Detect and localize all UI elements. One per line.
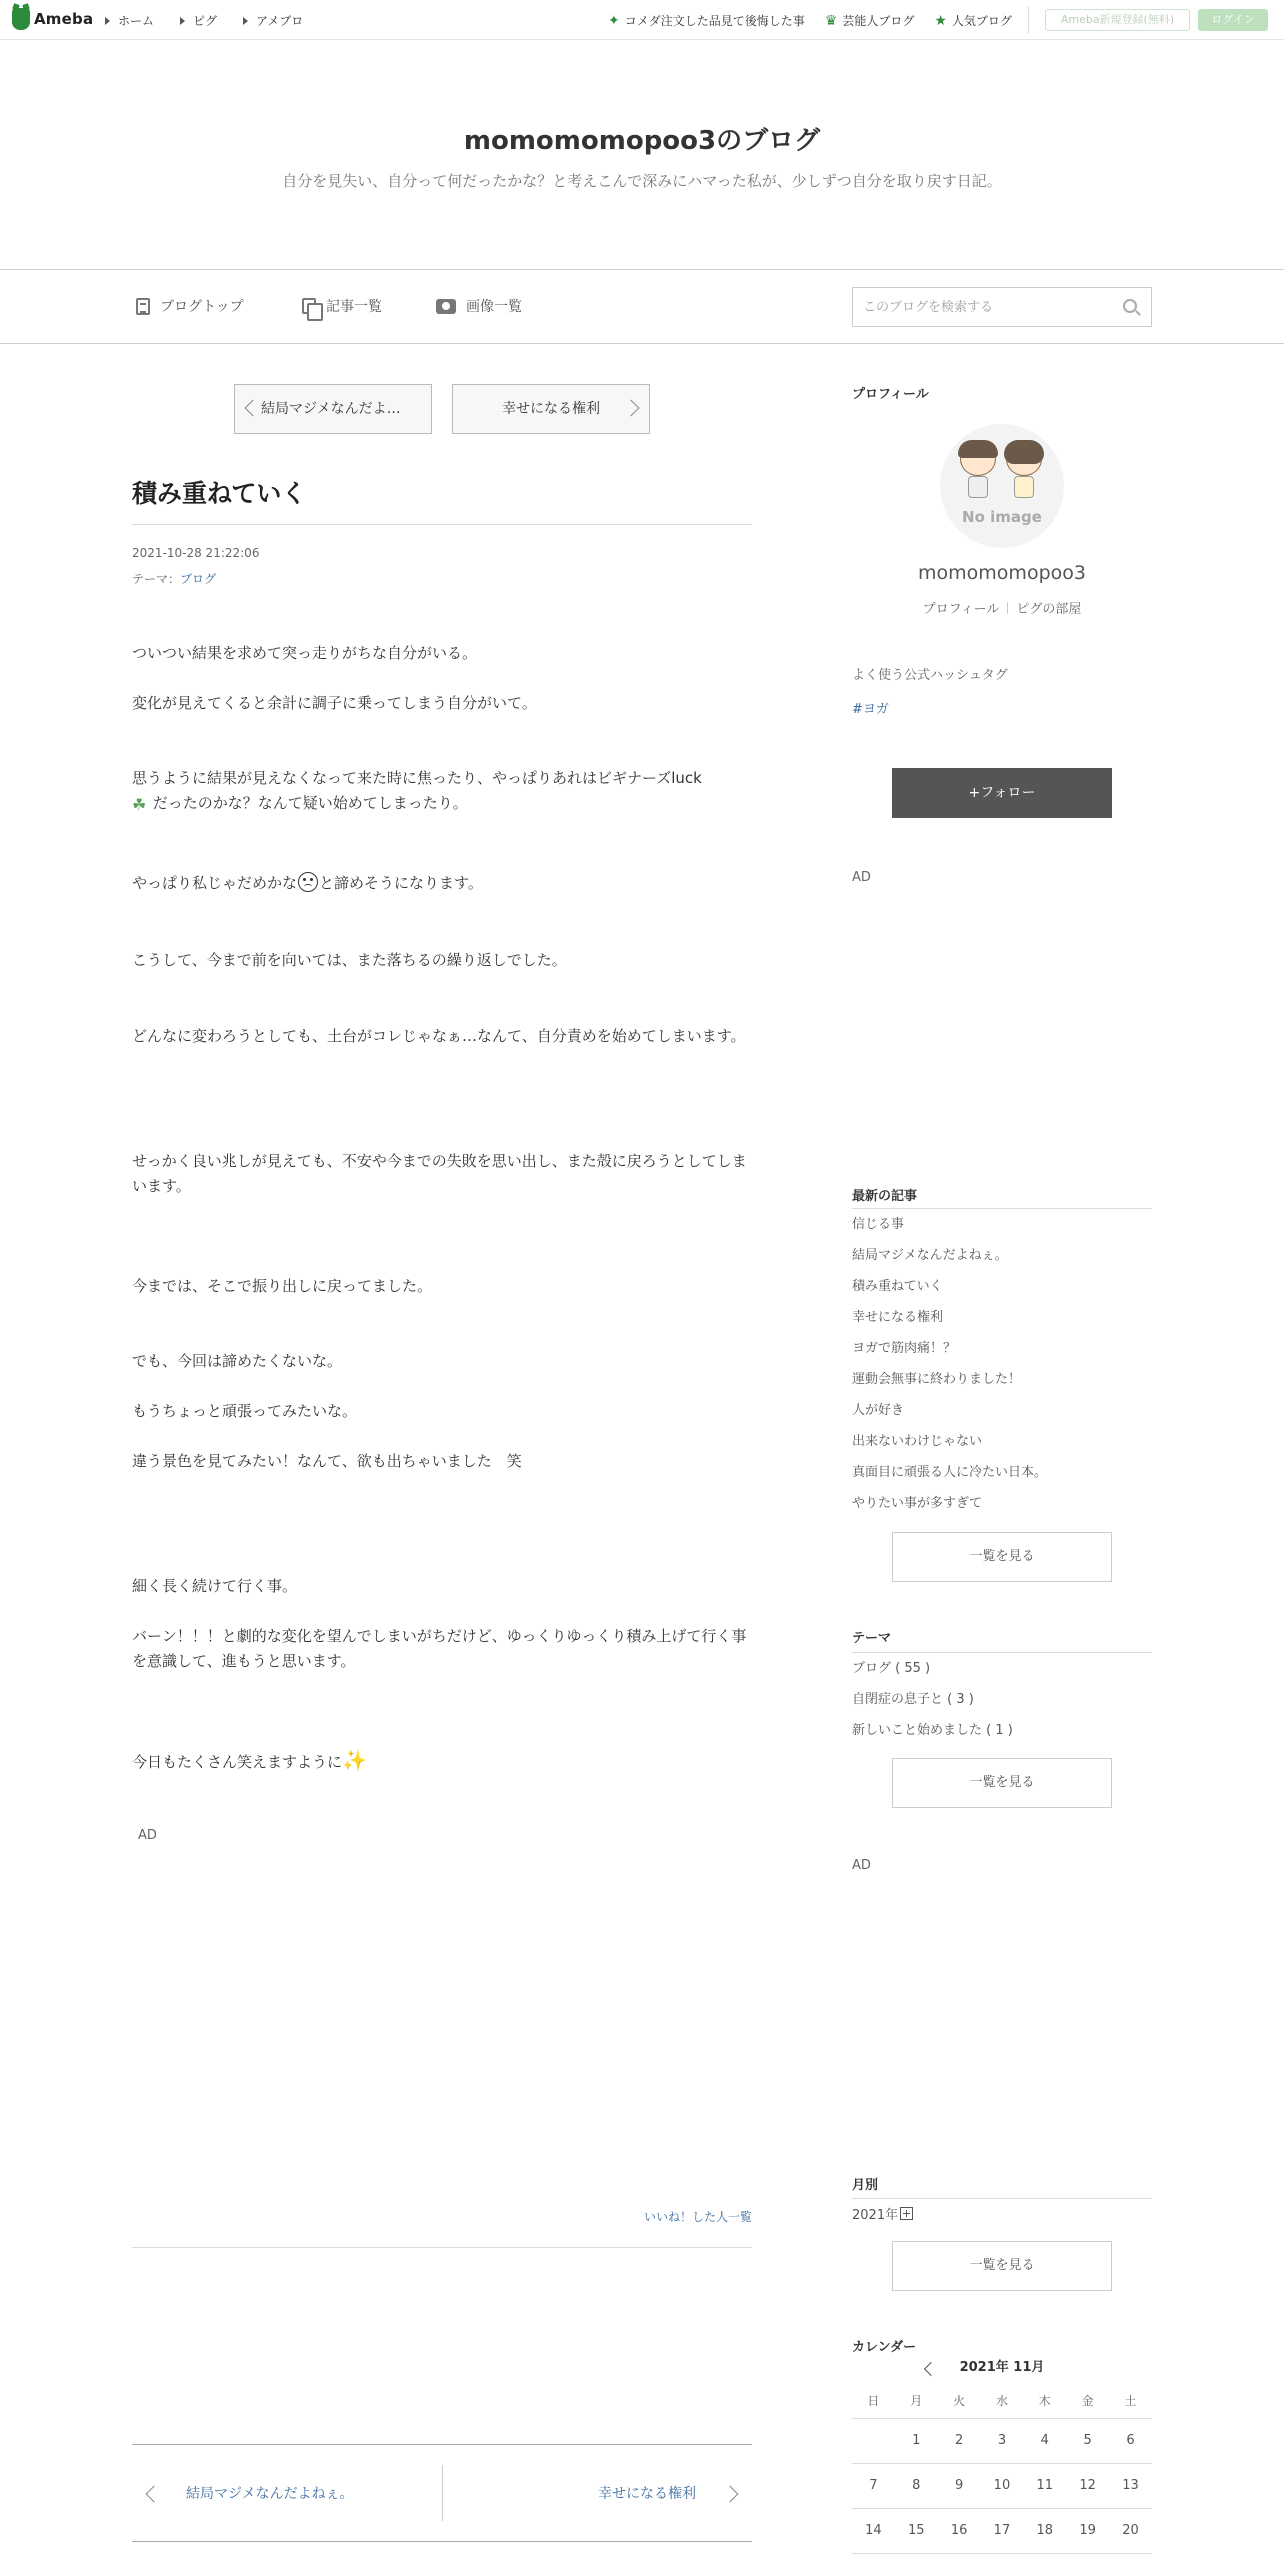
- popular-blog-link[interactable]: [934, 12, 1012, 29]
- follow-button[interactable]: [892, 768, 1112, 818]
- weekday-label: 月: [895, 2384, 938, 2418]
- monthly-year-toggle[interactable]: [852, 2204, 913, 2223]
- calendar-day: 3: [981, 2418, 1024, 2463]
- calendar-heading: カレンダー: [852, 2340, 917, 2355]
- hashtag-link[interactable]: #ヨガ: [852, 702, 889, 717]
- recent-article-link[interactable]: 結局マジメなんだよねぇ。: [852, 1248, 1008, 1263]
- pages-icon: [302, 298, 316, 314]
- ameba-logo[interactable]: [12, 8, 93, 30]
- article-text: だったのかな？なんて疑い始めてしまったり。: [152, 794, 468, 812]
- triangle-icon: [180, 17, 185, 25]
- calendar-day: 19: [1066, 2508, 1109, 2553]
- image-list-link[interactable]: [436, 296, 522, 316]
- calendar-day: 20: [1109, 2508, 1152, 2553]
- calendar-day: 10: [981, 2463, 1024, 2508]
- next-article-button[interactable]: [452, 384, 650, 434]
- clover-icon: ☘: [132, 795, 147, 814]
- triangle-icon: [105, 17, 110, 25]
- profile-links: [852, 598, 1152, 617]
- popular-blog-label: 人気ブログ: [951, 14, 1012, 28]
- calendar-day: 15: [895, 2508, 938, 2553]
- global-nav: [105, 12, 303, 29]
- article-title: 積み重ねていく: [132, 479, 307, 508]
- prev-article-button[interactable]: [234, 384, 432, 434]
- ameba-logo-icon: [12, 8, 30, 30]
- article-paragraph: ついつい結果を求めて突っ走りがちな自分がいる。: [132, 644, 478, 662]
- ameba-logo-text: Ameba: [34, 10, 94, 28]
- calendar-day: 17: [981, 2508, 1024, 2553]
- recent-article-link[interactable]: 信じる事: [852, 1217, 905, 1232]
- recent-article-link[interactable]: 積み重ねていく: [852, 1279, 943, 1294]
- nav-pigg-label: ピグ: [193, 14, 218, 28]
- sparkles-icon: ✨: [342, 1748, 367, 1772]
- celebrity-blog-label: 芸能人ブログ: [842, 14, 915, 28]
- chevron-left-icon: [146, 2486, 163, 2503]
- search-input[interactable]: [853, 288, 1103, 326]
- recent-article-link[interactable]: やりたい事が多すぎて: [852, 1496, 983, 1511]
- calendar-day: 8: [895, 2463, 938, 2508]
- recent-more-button[interactable]: 一覧を見る: [892, 1532, 1112, 1582]
- profile-heading: プロフィール: [852, 387, 929, 402]
- calendar-day: 13: [1109, 2463, 1152, 2508]
- article-paragraph: もうちょっと頑張ってみたいな。: [132, 1402, 358, 1420]
- plus-icon: +: [968, 785, 981, 801]
- document-icon: [136, 298, 150, 315]
- calendar-day: 14: [852, 2508, 895, 2553]
- camera-icon: [436, 299, 456, 314]
- register-button[interactable]: Ameba新規登録(無料): [1045, 9, 1190, 31]
- recent-article-link[interactable]: 出来ないわけじゃない: [852, 1434, 983, 1449]
- article-paragraph: [132, 766, 754, 816]
- profile-link[interactable]: プロフィール: [922, 602, 1000, 617]
- crown-icon: ♛: [824, 12, 838, 29]
- article-text: 思うように結果が見えなくなって来た時に焦ったり、やっぱりあれはビギナーズluck: [132, 769, 702, 787]
- nav-ameblo-label: アメブロ: [256, 14, 304, 28]
- calendar-day: 4: [1023, 2418, 1066, 2463]
- recent-article-link[interactable]: 人が好き: [852, 1403, 905, 1418]
- triangle-icon: [243, 17, 248, 25]
- article-paragraph: でも、今回は諦めたくないな。: [132, 1352, 343, 1370]
- article-text: と諦めそうになります。: [319, 874, 483, 892]
- next-article-label: 幸せになる権利: [502, 401, 600, 417]
- chevron-right-icon: [722, 2486, 739, 2503]
- calendar-day: 5: [1066, 2418, 1109, 2463]
- recent-article-link[interactable]: ヨガで筋肉痛！？: [852, 1341, 957, 1356]
- divider: [442, 2465, 443, 2521]
- article-text: 今日もたくさん笑えますように: [132, 1753, 343, 1771]
- monthly-more-button[interactable]: 一覧を見る: [892, 2241, 1112, 2291]
- article-list-label: 記事一覧: [326, 299, 382, 315]
- global-header: [0, 0, 1284, 40]
- ad-label: AD: [852, 870, 871, 885]
- celebrity-blog-link[interactable]: [825, 12, 915, 29]
- article-date: 2021-10-28 21:22:06: [132, 546, 260, 560]
- ad-label: AD: [852, 1858, 871, 1873]
- nav-home-label: ホーム: [118, 14, 155, 28]
- pigg-room-link[interactable]: ピグの部屋: [1016, 602, 1082, 617]
- calendar-day: 16: [938, 2508, 981, 2553]
- theme-heading: テーマ: [852, 1631, 892, 1646]
- article-paragraph: どんなに変わろうとしても、土台がコレじゃなぁ…なんて、自分責めを始めてしまいます。: [132, 1027, 746, 1045]
- recent-article-link[interactable]: 幸せになる権利: [852, 1310, 944, 1325]
- no-image-label: No image: [962, 508, 1042, 526]
- profile-avatar[interactable]: [940, 424, 1064, 548]
- article-paragraph: 違う景色を見てみたい！なんて、欲も出ちゃいました 笑: [132, 1452, 522, 1470]
- calendar-day: 7: [852, 2463, 895, 2508]
- weekday-label: 木: [1023, 2384, 1066, 2418]
- calendar-day: 6: [1109, 2418, 1152, 2463]
- recent-article-link[interactable]: 真面目に頑張る人に冷たい日本。: [852, 1465, 1048, 1480]
- article-paragraph: せっかく良い兆しが見えても、不安や今までの失敗を思い出し、また殻に戻ろうとしてしまいます。: [132, 1152, 747, 1195]
- recent-articles-list: [852, 1214, 1047, 1524]
- theme-list: [852, 1658, 1013, 1751]
- divider: [0, 343, 1284, 344]
- calendar-day: 2: [938, 2418, 981, 2463]
- calendar-day: 18: [1023, 2508, 1066, 2553]
- article-paragraph: [132, 871, 754, 896]
- prev-article-label: 結局マジメなんだよ…: [261, 401, 401, 417]
- weekday-label: 土: [1109, 2384, 1152, 2418]
- sparkle-icon: ✦: [608, 12, 620, 29]
- article-list-link[interactable]: [302, 296, 382, 316]
- article-paragraph: 変化が見えてくると余計に調子に乗ってしまう自分がいて。: [132, 694, 537, 712]
- calendar-day: 12: [1066, 2463, 1109, 2508]
- blog-top-label: ブログトップ: [160, 299, 244, 315]
- theme-prefix: テーマ：: [132, 572, 181, 586]
- monthly-year-label: 2021年: [852, 2208, 899, 2223]
- divider: [132, 524, 752, 525]
- divider: [852, 1652, 1152, 1653]
- article-paragraph: こうして、今まで前を向いては、また落ちるの繰り返しでした。: [132, 951, 567, 969]
- article-paragraph: バーン！！！と劇的な変化を望んでしまいがちだけど、ゆっくりゆっくり積み上げて行く事を意識して、進もうと思います。: [132, 1627, 747, 1670]
- blog-title[interactable]: momomomopoo3のブログ: [463, 126, 821, 156]
- image-list-label: 画像一覧: [466, 299, 522, 315]
- article-text: やっぱり私じゃだめかな: [132, 874, 298, 892]
- divider: [1007, 602, 1008, 614]
- girl-illustration: [1004, 442, 1044, 488]
- login-button[interactable]: ログイン: [1198, 9, 1268, 31]
- trending-link-label: コメダ注文した品見て後悔した事: [624, 14, 805, 28]
- ad-label: AD: [138, 1828, 157, 1843]
- weekday-label: 火: [938, 2384, 981, 2418]
- calendar-table: [852, 2384, 1152, 2554]
- nav-home[interactable]: [105, 12, 154, 29]
- hashtag-heading: よく使う公式ハッシュタグ: [852, 668, 1008, 683]
- nav-ameblo[interactable]: [243, 12, 303, 29]
- theme-link[interactable]: ブログ: [180, 572, 217, 586]
- calendar-day: 11: [1023, 2463, 1066, 2508]
- blog-description: 自分を見失い、自分って何だったかな？と考えこんで深みにハマった私が、少しずつ自分を取り戻す日記。: [282, 172, 1002, 190]
- calendar-month: 2021年 11月: [959, 2360, 1045, 2375]
- article-paragraph: 細く長く続けて行く事。: [132, 1577, 298, 1595]
- calendar-day: [852, 2418, 895, 2463]
- weekday-label: 日: [852, 2384, 895, 2418]
- follow-label: フォロー: [980, 785, 1036, 801]
- recent-article-link[interactable]: 運動会無事に終わりました！: [852, 1372, 1022, 1387]
- weekday-label: 水: [981, 2384, 1024, 2418]
- profile-name[interactable]: momomomopoo3: [918, 562, 1086, 584]
- theme-more-button[interactable]: 一覧を見る: [892, 1758, 1112, 1808]
- calendar-day: 1: [895, 2418, 938, 2463]
- theme-link[interactable]: ブログ ( 55 ): [852, 1661, 931, 1676]
- calendar-day: 9: [938, 2463, 981, 2508]
- weekday-label: 金: [1066, 2384, 1109, 2418]
- search-icon[interactable]: [1123, 299, 1137, 313]
- divider: [0, 269, 1284, 270]
- expand-icon: [900, 2207, 913, 2220]
- nav-pigg[interactable]: [180, 12, 217, 29]
- theme-link[interactable]: 新しいこと始めました ( 1 ): [852, 1723, 1013, 1738]
- article-theme: [132, 570, 216, 587]
- chevron-left-icon: [245, 400, 262, 417]
- blog-search: [852, 287, 1152, 327]
- divider: [132, 2247, 752, 2248]
- monthly-heading: 月別: [852, 2178, 879, 2193]
- theme-link[interactable]: 自閉症の息子と ( 3 ): [852, 1692, 974, 1707]
- likes-list-link[interactable]: いいね！した人一覧: [643, 2210, 752, 2224]
- divider: [852, 2198, 1152, 2199]
- blog-top-link[interactable]: [136, 296, 244, 316]
- bottom-pager: [132, 2444, 752, 2542]
- recent-heading: 最新の記事: [852, 1189, 918, 1204]
- divider: [852, 1208, 1152, 1209]
- trending-nav: [608, 12, 1012, 29]
- article-paragraph: [132, 1748, 754, 1775]
- prev-article-link[interactable]: 結局マジメなんだよねぇ。: [186, 2486, 354, 2502]
- article-paragraph: 今までは、そこで振り出しに戻ってました。: [132, 1277, 433, 1295]
- chevron-right-icon: [623, 400, 640, 417]
- boy-illustration: [958, 442, 998, 488]
- next-article-link[interactable]: 幸せになる権利: [598, 2486, 696, 2502]
- divider: [1028, 6, 1029, 34]
- sad-face-icon: [298, 872, 318, 892]
- star-icon: ★: [934, 12, 947, 29]
- trending-link[interactable]: [608, 12, 805, 29]
